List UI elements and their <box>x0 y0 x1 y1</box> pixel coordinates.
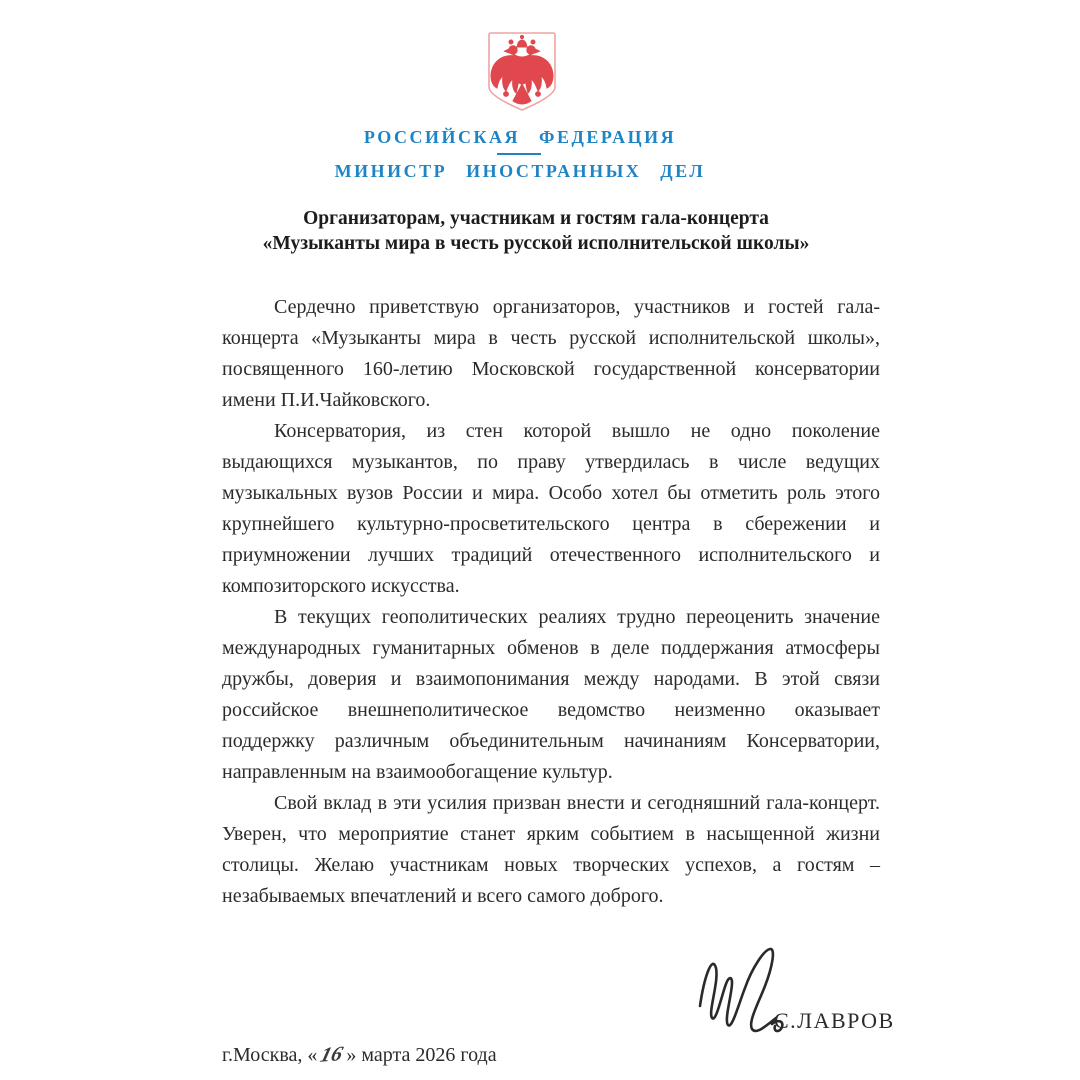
signature-block <box>690 942 895 1042</box>
letterhead-divider <box>497 153 541 155</box>
dateline-handwritten-day: 16 <box>318 1041 346 1067</box>
dateline-prefix: г.Москва, « <box>222 1044 318 1066</box>
addressee-line2: «Музыканты мира в честь русской исполнительской школы» <box>262 233 810 254</box>
russian-coat-of-arms-icon <box>484 30 560 114</box>
body-paragraph-4: Свой вклад в эти усилия призван внести и сегодняшний гала-концерт. Уверен, что мероприятие станет ярким событием в насыщенной жизни столицы. Желаю участникам новых творческих успехов, а гостям – незабываемых впечатлений и всего самого доброго. <box>222 792 880 907</box>
signature-name: С.ЛАВРОВ <box>774 1008 895 1033</box>
body-paragraph-2: Консерватория, из стен которой вышло не одно поколение выдающихся музыкантов, по праву утвердилась в числе ведущих музыкальных вузов России и мира. Особо хотел бы отметить роль этого крупнейшего культурно-просветительского центра в сбережении и приумножении лучших традиций отечественного исполнительского и композиторского искусства. <box>222 420 880 597</box>
dateline <box>222 1042 497 1067</box>
addressee-line1: Организаторам, участникам и гостям гала-концерта <box>303 208 769 229</box>
letterhead-title: МИНИСТР ИНОСТРАННЫХ ДЕЛ <box>334 161 706 181</box>
addressee-block <box>180 206 892 256</box>
dateline-suffix: » марта 2026 года <box>346 1044 497 1066</box>
body-paragraph-1: Сердечно приветствую организаторов, участников и гостей гала-концерта «Музыканты мира в честь русской исполнительской школы», посвященного 160-летию Московской государственной консерватории имени П.И.Чайковского. <box>222 296 880 411</box>
letter-body <box>222 292 880 912</box>
body-paragraph-3: В текущих геополитических реалиях трудно переоценить значение международных гуманитарных обменов в деле поддержания атмосферы дружбы, доверия и взаимопонимания между народами. В этой связи российское внешнеполитическое ведомство неизменно оказывает поддержку различным объединительным начинаниям Консерватории, направленным на взаимообогащение культур. <box>222 606 880 783</box>
letterhead-country: РОССИЙСКАЯ ФЕДЕРАЦИЯ <box>363 127 677 147</box>
